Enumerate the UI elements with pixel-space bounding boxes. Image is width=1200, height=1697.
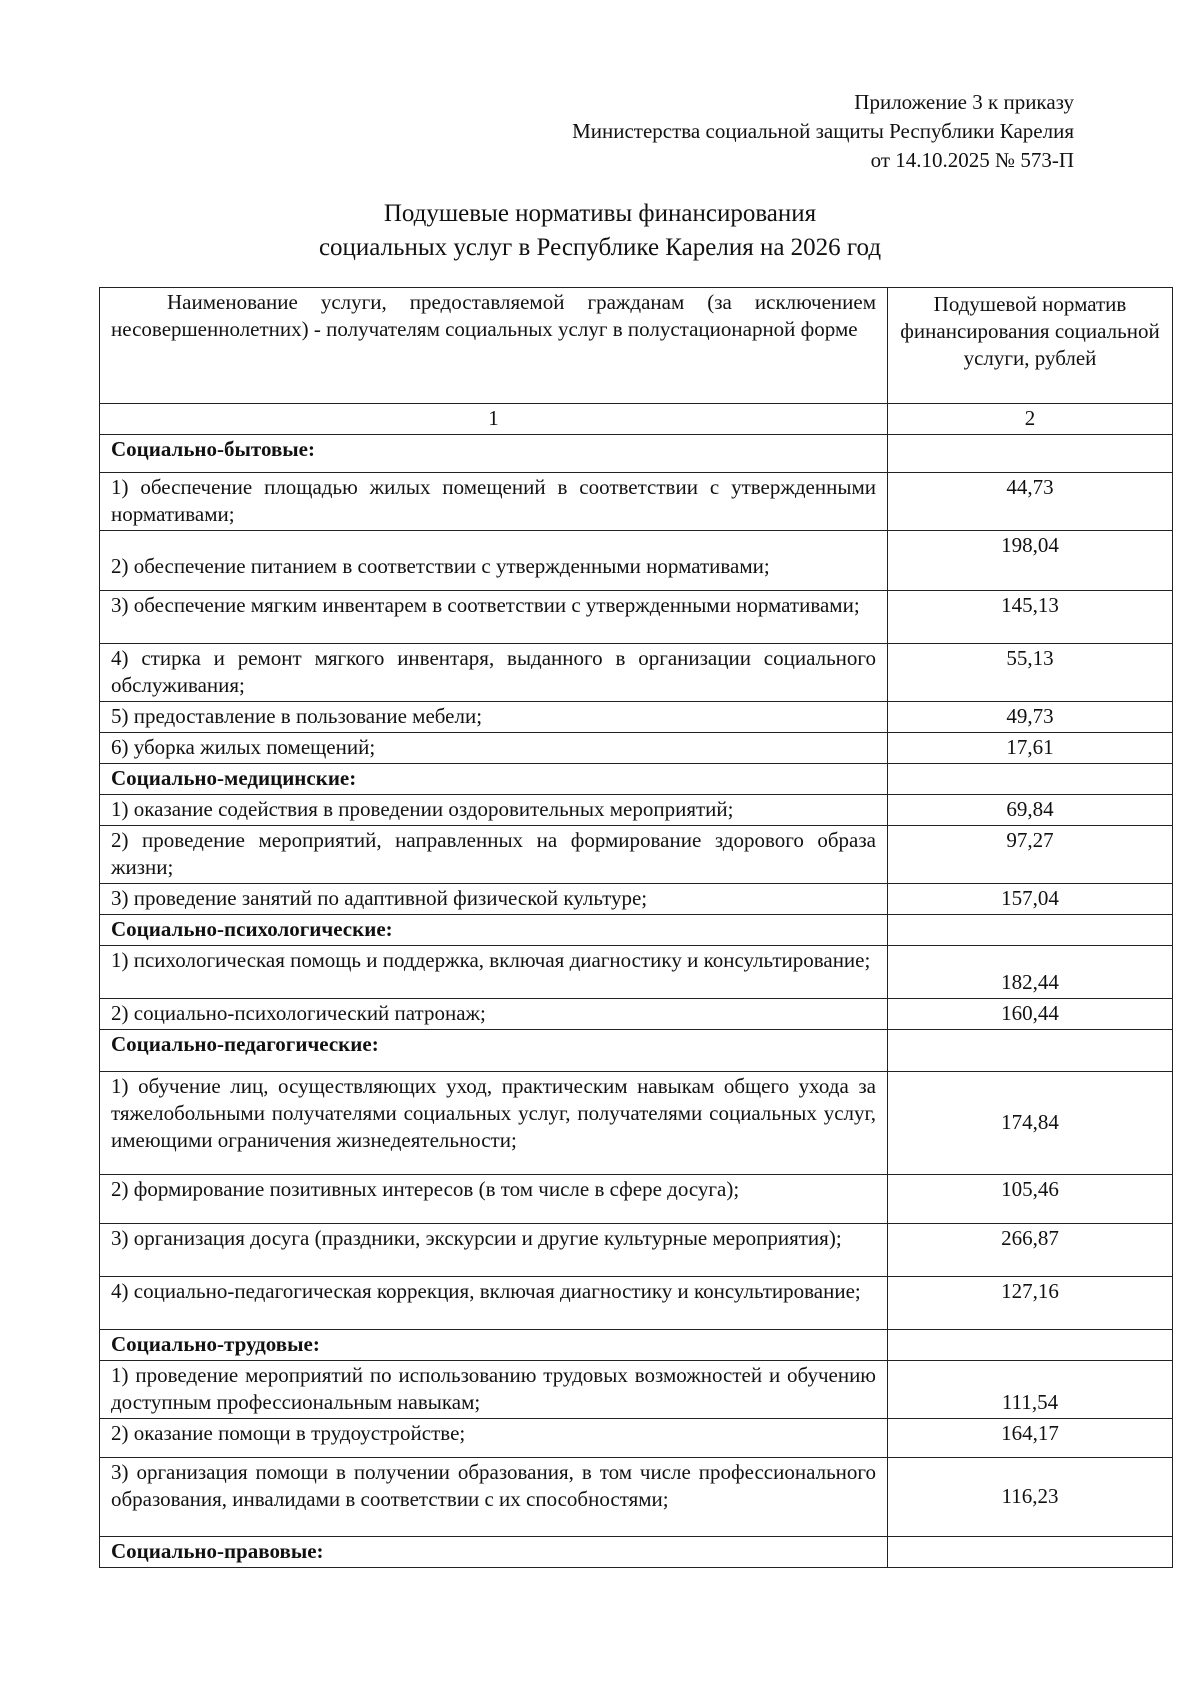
- standard-value: 49,73: [888, 702, 1173, 733]
- category-row: [100, 764, 1173, 795]
- category-name: Социально-трудовые:: [100, 1330, 888, 1361]
- category-row: [100, 1330, 1173, 1361]
- order-date-line: от 14.10.2025 № 573-П: [870, 148, 1074, 172]
- category-row: [100, 1030, 1173, 1072]
- service-name: 1) психологическая помощь и поддержка, включая диагностику и консультирование;: [100, 946, 888, 999]
- standard-value: 55,13: [888, 644, 1173, 702]
- standard-value: 97,27: [888, 826, 1173, 884]
- standard-value: 198,04: [888, 531, 1173, 591]
- table-row: [100, 1072, 1173, 1175]
- standard-value: [888, 1330, 1173, 1361]
- service-name: 3) обеспечение мягким инвентарем в соответствии с утвержденными нормативами;: [100, 591, 888, 644]
- standard-value: 174,84: [888, 1072, 1173, 1175]
- standard-value: 266,87: [888, 1224, 1173, 1277]
- title-line-2: социальных услуг в Республике Карелия на 2026 год: [318, 234, 882, 261]
- standard-value: 17,61: [888, 733, 1173, 764]
- table-row: [100, 531, 1173, 591]
- standard-value: 127,16: [888, 1277, 1173, 1330]
- table-row: [100, 702, 1173, 733]
- category-name: Социально-психологические:: [100, 915, 888, 946]
- column-header-standard: Подушевой норматив финансирования социальной услуги, рублей: [888, 288, 1173, 404]
- service-name: 5) предоставление в пользование мебели;: [100, 702, 888, 733]
- standard-value: [888, 764, 1173, 795]
- standard-value: 111,54: [888, 1361, 1173, 1419]
- table-row: [100, 826, 1173, 884]
- column-index-2: 2: [888, 404, 1173, 435]
- table-row: [100, 795, 1173, 826]
- service-name: 2) формирование позитивных интересов (в том числе в сфере досуга);: [100, 1175, 888, 1224]
- service-name: 1) проведение мероприятий по использованию трудовых возможностей и обучению доступным профессиональным навыкам;: [100, 1361, 888, 1419]
- service-name: 2) проведение мероприятий, направленных на формирование здорового образа жизни;: [100, 826, 888, 884]
- service-name: 1) обеспечение площадью жилых помещений в соответствии с утвержденными нормативами;: [100, 473, 888, 531]
- table-row: [100, 884, 1173, 915]
- category-row: [100, 1537, 1173, 1568]
- ministry-line: Министерства социальной защиты Республики Карелия: [572, 119, 1074, 143]
- column-header-service: Наименование услуги, предоставляемой гражданам (за исключением несовершеннолетних) - получателям социальных услуг в полустационарной форме: [100, 288, 888, 404]
- service-name: 2) обеспечение питанием в соответствии с утвержденными нормативами;: [100, 531, 888, 591]
- standard-value: 157,04: [888, 884, 1173, 915]
- category-name: Социально-педагогические:: [100, 1030, 888, 1072]
- service-name: 4) социально-педагогическая коррекция, включая диагностику и консультирование;: [100, 1277, 888, 1330]
- title-line-1: Подушевые нормативы финансирования: [383, 200, 817, 227]
- service-name: 4) стирка и ремонт мягкого инвентаря, выданного в организации социального обслуживания;: [100, 644, 888, 702]
- document-header: [474, 88, 1074, 175]
- category-name: Социально-бытовые:: [100, 435, 888, 473]
- category-name: Социально-медицинские:: [100, 764, 888, 795]
- standard-value: 164,17: [888, 1419, 1173, 1458]
- service-name: 2) оказание помощи в трудоустройстве;: [100, 1419, 888, 1458]
- category-name: Социально-правовые:: [100, 1537, 888, 1568]
- standard-value: 116,23: [888, 1458, 1173, 1537]
- table-row: [100, 1361, 1173, 1419]
- standard-value: 160,44: [888, 999, 1173, 1030]
- table-row: [100, 999, 1173, 1030]
- table-row: [100, 733, 1173, 764]
- table-row: [100, 1175, 1173, 1224]
- standard-value: 105,46: [888, 1175, 1173, 1224]
- service-name: 3) проведение занятий по адаптивной физической культуре;: [100, 884, 888, 915]
- category-row: [100, 915, 1173, 946]
- table-row: [100, 1419, 1173, 1458]
- standard-value: [888, 1030, 1173, 1072]
- standard-value: [888, 1537, 1173, 1568]
- table-row: [100, 473, 1173, 531]
- standard-value: 69,84: [888, 795, 1173, 826]
- table-header-row: [100, 288, 1173, 404]
- service-name: 3) организация досуга (праздники, экскурсии и другие культурные мероприятия);: [100, 1224, 888, 1277]
- standard-value: [888, 915, 1173, 946]
- appendix-line: Приложение 3 к приказу: [854, 90, 1074, 114]
- standard-value: [888, 435, 1173, 473]
- document-title: [0, 197, 1200, 265]
- standards-table: [99, 287, 1173, 1568]
- column-index-1: 1: [100, 404, 888, 435]
- service-name: 1) обучение лиц, осуществляющих уход, практическим навыкам общего ухода за тяжелобольными получателями социальных услуг, получателями социальных услуг, имеющими ограничения жизнедеятельности;: [100, 1072, 888, 1175]
- standard-value: 44,73: [888, 473, 1173, 531]
- table-row: [100, 1458, 1173, 1537]
- table-row: [100, 591, 1173, 644]
- service-name: 2) социально-психологический патронаж;: [100, 999, 888, 1030]
- table-row: [100, 1224, 1173, 1277]
- service-name: 1) оказание содействия в проведении оздоровительных мероприятий;: [100, 795, 888, 826]
- service-name: 6) уборка жилых помещений;: [100, 733, 888, 764]
- category-row: [100, 435, 1173, 473]
- table-row: [100, 946, 1173, 999]
- table-row: [100, 644, 1173, 702]
- standard-value: 145,13: [888, 591, 1173, 644]
- service-name: 3) организация помощи в получении образования, в том числе профессионального образования, инвалидами в соответствии с их способностями;: [100, 1458, 888, 1537]
- table-row: [100, 1277, 1173, 1330]
- standard-value: 182,44: [888, 946, 1173, 999]
- table-index-row: [100, 404, 1173, 435]
